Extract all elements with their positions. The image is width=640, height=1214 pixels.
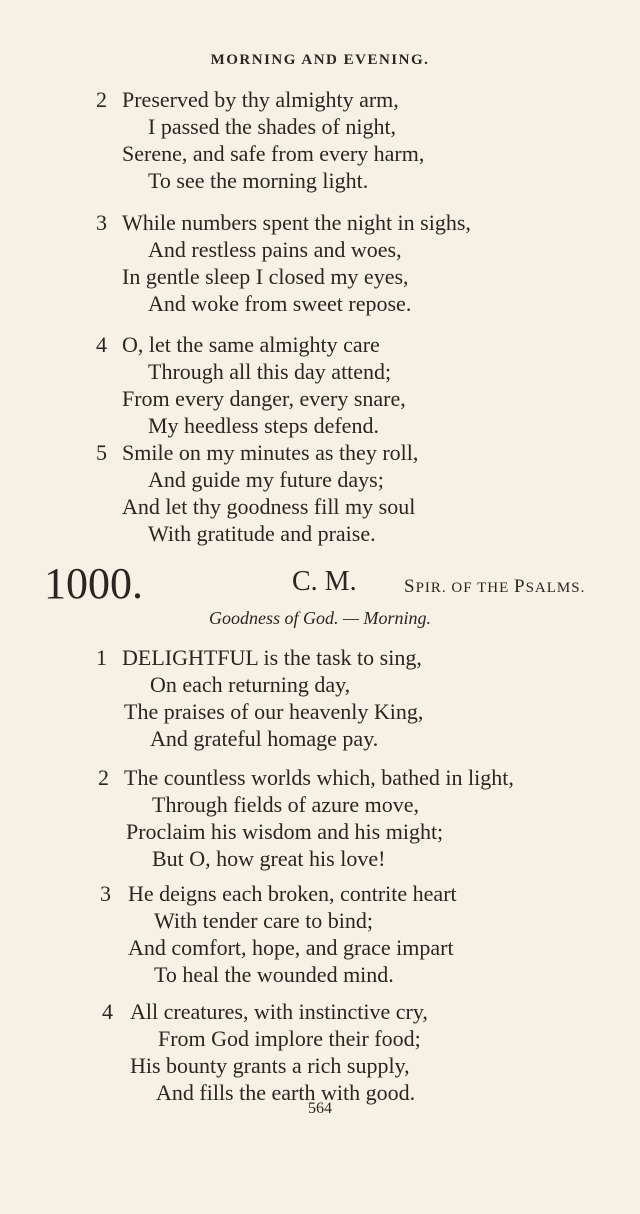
stanza-number: 1 <box>96 645 107 670</box>
verse-line: While numbers spent the night in sighs, <box>122 210 471 235</box>
verse-line: On each returning day, <box>150 672 351 697</box>
running-head: MORNING AND EVENING. <box>210 52 430 68</box>
verse-line: His bounty grants a rich supply, <box>130 1053 410 1078</box>
verse-line: And comfort, hope, and grace impart <box>128 935 454 960</box>
stanza-number: 4 <box>102 999 113 1024</box>
verse-line: From every danger, every snare, <box>122 386 406 411</box>
verse-line: And grateful homage pay. <box>150 726 379 751</box>
verse-line: And fills the earth with good. <box>156 1080 416 1105</box>
stanza-number: 3 <box>96 210 107 235</box>
verse-line: Through fields of azure move, <box>152 792 419 817</box>
stanza-number: 2 <box>96 87 107 112</box>
verse-line: He deigns each broken, contrite heart <box>128 881 457 906</box>
verse-line: And let thy goodness fill my soul <box>122 494 416 519</box>
verse-line: DELIGHTFUL is the task to sing, <box>122 645 422 670</box>
verse-line: Proclaim his wisdom and his might; <box>126 819 444 844</box>
verse-line: And guide my future days; <box>148 467 384 492</box>
verse-line: From God implore their food; <box>158 1026 421 1051</box>
stanza-number: 5 <box>96 440 107 465</box>
hymn-number: 1000. <box>44 559 143 608</box>
verse-line: O, let the same almighty care <box>122 332 380 357</box>
verse-line: The praises of our heavenly King, <box>124 699 424 724</box>
verse-line: Through all this day attend; <box>148 359 392 384</box>
verse-line: With gratitude and praise. <box>148 521 376 546</box>
stanza-number: 4 <box>96 332 107 357</box>
verse-line: To see the morning light. <box>148 168 369 193</box>
verse-line: I passed the shades of night, <box>148 114 397 139</box>
verse-line: Preserved by thy almighty arm, <box>122 87 399 112</box>
verse-line: With tender care to bind; <box>154 908 374 933</box>
verse-line: In gentle sleep I closed my eyes, <box>122 264 409 289</box>
verse-line: Smile on my minutes as they roll, <box>122 440 419 465</box>
verse-line: But O, how great his love! <box>152 846 386 871</box>
verse-line: And woke from sweet repose. <box>148 291 412 316</box>
verse-line: And restless pains and woes, <box>148 237 402 262</box>
stanza-number: 3 <box>100 881 111 906</box>
page-number: 564 <box>308 1100 332 1117</box>
verse-line: My heedless steps defend. <box>148 413 379 438</box>
verse-line: To heal the wounded mind. <box>154 962 394 987</box>
verse-line: Serene, and safe from every harm, <box>122 141 425 166</box>
verse-line: The countless worlds which, bathed in light, <box>124 765 514 790</box>
stanza-number: 2 <box>98 765 109 790</box>
hymn-source: SPIR. OF THE PSALMS. <box>404 576 586 597</box>
verse-line: All creatures, with instinctive cry, <box>130 999 428 1024</box>
hymn-meter: C. M. <box>292 566 357 597</box>
hymn-subtitle: Goodness of God. — Morning. <box>208 608 431 628</box>
